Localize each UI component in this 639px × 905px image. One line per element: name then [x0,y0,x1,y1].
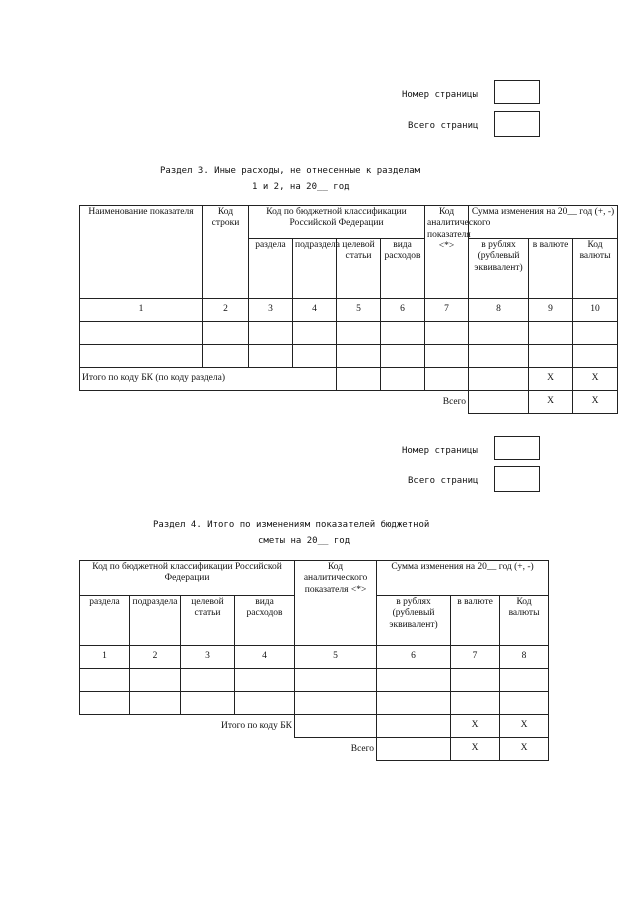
table-cell[interactable] [425,322,469,345]
x-mark: X [500,738,549,761]
header-section: раздела [249,239,293,299]
table-cell[interactable] [500,692,549,715]
column-number: 8 [500,646,549,669]
table-cell[interactable] [451,669,500,692]
header-subsection: подраздела [130,596,181,646]
total-by-bk-row [80,368,618,391]
grand-total-row [80,391,618,414]
x-mark: X [573,368,618,391]
section4-title-line1: Раздел 4. Итого по изменениям показателей бюджетной [153,520,430,530]
x-mark: X [500,715,549,738]
section4-title-line2: сметы на 20__ год [258,536,351,546]
table-cell[interactable] [381,345,425,368]
column-number: 2 [203,299,249,322]
table-cell[interactable] [500,669,549,692]
header-expense-type: вида расходов [235,596,295,646]
header-change-sum-group: Сумма изменения на 20__ год (+, -) [377,561,549,596]
table-cell[interactable] [337,322,381,345]
table-cell[interactable] [381,322,425,345]
column-number: 7 [451,646,500,669]
table-cell[interactable] [425,345,469,368]
table-cell[interactable] [249,322,293,345]
table-cell[interactable] [469,368,529,391]
section3-title-line1: Раздел 3. Иные расходы, не отнесенные к разделам [160,166,421,176]
table-row [80,322,618,345]
x-mark: X [529,368,573,391]
header-analytic-code: Код аналитического показателя <*> [295,561,377,646]
x-mark: X [451,738,500,761]
table-cell[interactable] [377,669,451,692]
column-number: 3 [249,299,293,322]
table-cell[interactable] [181,669,235,692]
header-expense-type: вида расходов [381,239,425,299]
section3-table [79,205,618,414]
column-number: 2 [130,646,181,669]
table-cell[interactable] [529,322,573,345]
table-row [80,669,549,692]
table-cell[interactable] [529,345,573,368]
column-number: 4 [235,646,295,669]
section4-table [79,560,549,761]
total-by-bk-label: Итого по коду БК (по коду раздела) [80,368,337,391]
x-mark: X [529,391,573,414]
table-cell[interactable] [293,322,337,345]
page-number-label: Номер страницы [402,90,478,100]
column-number: 4 [293,299,337,322]
column-number: 1 [80,299,203,322]
column-number: 7 [425,299,469,322]
table-cell[interactable] [451,692,500,715]
table-cell[interactable] [249,345,293,368]
header-in-rubles: в рублях (рублевый эквивалент) [377,596,451,646]
page-number-box[interactable] [494,80,540,104]
header-target-item: целевой статьи [337,239,381,299]
header-in-currency: в валюте [451,596,500,646]
header-line-code: Код строки [203,206,249,299]
header-bk-code-group: Код по бюджетной классификации Российской Федерации [249,206,425,239]
page-number-label: Номер страницы [402,446,478,456]
header-subsection: подраздела [293,239,337,299]
table-cell[interactable] [469,391,529,414]
grand-total-row [80,738,549,761]
table-cell[interactable] [295,715,377,738]
header-bk-code-group: Код по бюджетной классификации Российской Федерации [80,561,295,596]
column-number: 5 [337,299,381,322]
column-number: 6 [381,299,425,322]
table-cell[interactable] [377,738,451,761]
column-number: 8 [469,299,529,322]
table-cell[interactable] [337,345,381,368]
table-row [80,345,618,368]
table-cell[interactable] [469,345,529,368]
table-cell[interactable] [295,692,377,715]
grand-total-label: Всего [442,396,467,407]
table-cell[interactable] [80,322,203,345]
table-cell[interactable] [293,345,337,368]
header-analytic-code: Код аналитического показателя <*> [425,206,469,299]
table-cell[interactable] [295,669,377,692]
column-number: 3 [181,646,235,669]
section3-title-line2: 1 и 2, на 20__ год [252,182,350,192]
total-by-bk-label: Итого по коду БК [221,720,293,731]
x-mark: X [573,391,618,414]
header-currency-code: Код валюты [500,596,549,646]
table-cell[interactable] [80,669,130,692]
table-cell[interactable] [425,368,469,391]
column-number: 5 [295,646,377,669]
header-indicator-name: Наименование показателя [80,206,203,299]
total-pages-box[interactable] [494,111,540,137]
table-cell[interactable] [469,322,529,345]
table-cell[interactable] [203,345,249,368]
header-currency-code: Код валюты [573,239,618,299]
column-number: 6 [377,646,451,669]
table-cell[interactable] [80,345,203,368]
table-cell[interactable] [235,669,295,692]
column-number: 1 [80,646,130,669]
grand-total-label: Всего [350,743,375,754]
header-change-sum-group: Сумма изменения на 20__ год (+, -) [469,206,618,239]
total-pages-label: Всего страниц [408,121,479,131]
column-number: 10 [573,299,618,322]
table-cell[interactable] [130,669,181,692]
header-in-currency: в валюте [529,239,573,299]
table-row [80,692,549,715]
table-cell[interactable] [573,345,618,368]
page-number-box[interactable] [494,436,540,460]
table-cell[interactable] [80,692,130,715]
table-cell[interactable] [235,692,295,715]
header-in-rubles: в рублях (рублевый эквивалент) [469,239,529,299]
table-cell[interactable] [573,322,618,345]
table-cell[interactable] [381,368,425,391]
total-by-bk-row [80,715,549,738]
table-cell[interactable] [130,692,181,715]
header-target-item: целевой статьи [181,596,235,646]
total-pages-box[interactable] [494,466,540,492]
total-pages-label: Всего страниц [408,476,479,486]
table-cell[interactable] [203,322,249,345]
column-number: 9 [529,299,573,322]
table-cell[interactable] [377,692,451,715]
x-mark: X [451,715,500,738]
table-cell[interactable] [377,715,451,738]
table-cell[interactable] [337,368,381,391]
table-cell[interactable] [181,692,235,715]
header-section: раздела [80,596,130,646]
